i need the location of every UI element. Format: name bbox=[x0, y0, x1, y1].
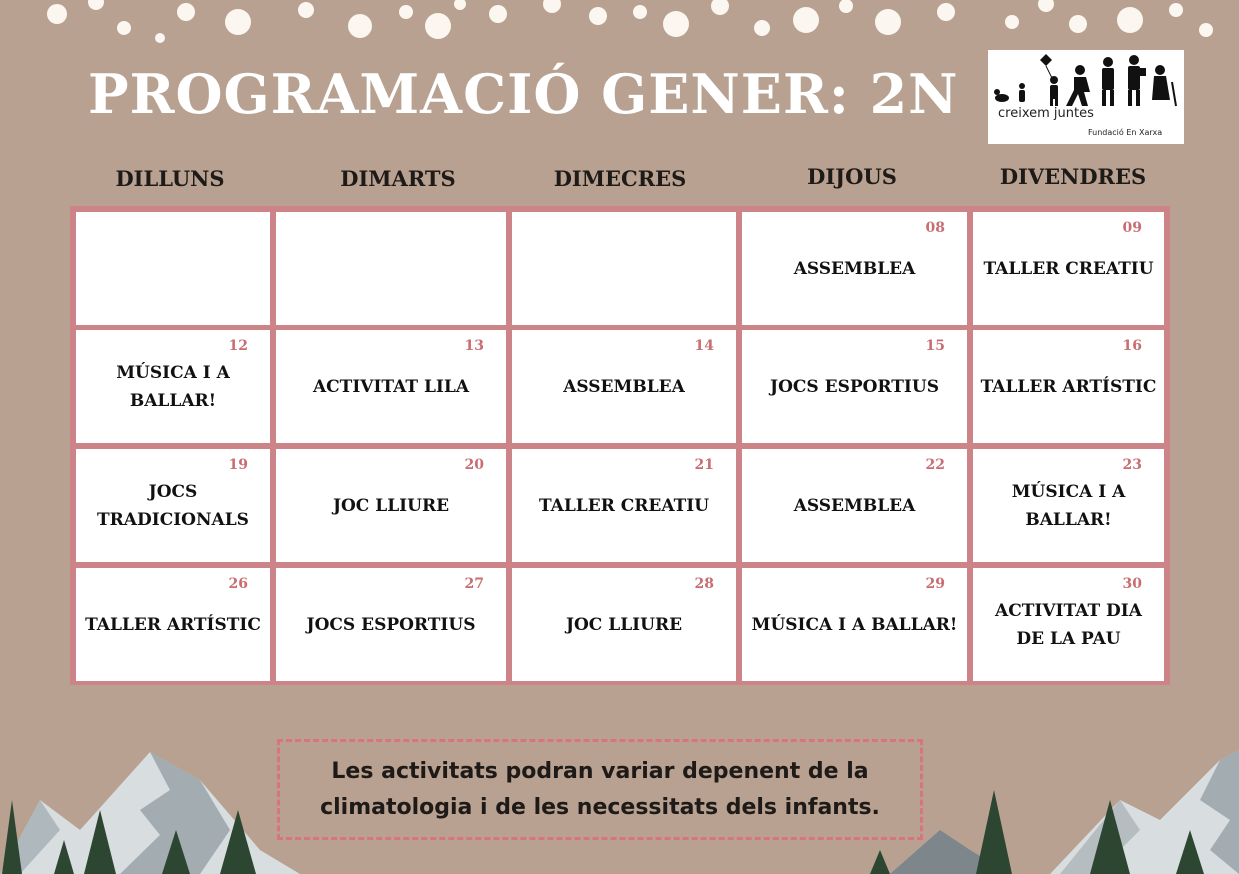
snow-dot bbox=[225, 9, 251, 35]
calendar-grid bbox=[70, 206, 1170, 685]
activity-label: ASSEMBLEA bbox=[793, 258, 916, 279]
snow-dot bbox=[663, 11, 689, 37]
weekday-thursday: DIJOUS bbox=[807, 164, 897, 189]
snow-dot bbox=[754, 20, 770, 36]
day-number: 19 bbox=[228, 457, 248, 473]
day-number: 12 bbox=[228, 338, 248, 354]
day-number: 27 bbox=[464, 576, 484, 592]
snow-dot bbox=[1069, 15, 1087, 33]
snow-dot bbox=[937, 3, 955, 21]
activity-label: TALLER ARTÍSTIC bbox=[85, 614, 261, 635]
calendar-day-cell bbox=[76, 449, 270, 562]
calendar-day-cell bbox=[512, 568, 736, 681]
day-number: 14 bbox=[694, 338, 714, 354]
snow-dot bbox=[1169, 3, 1183, 17]
snow-dot bbox=[117, 21, 131, 35]
snow-dot bbox=[589, 7, 607, 25]
calendar-day-cell bbox=[512, 330, 736, 443]
weekday-friday: DIVENDRES bbox=[999, 164, 1147, 189]
activity-label: MÚSICA I A BALLAR! bbox=[1011, 481, 1126, 530]
snow-dot bbox=[1005, 15, 1019, 29]
activity-label: JOCS ESPORTIUS bbox=[770, 376, 939, 397]
calendar-day-cell bbox=[742, 568, 967, 681]
day-number: 08 bbox=[925, 220, 945, 236]
calendar-day-cell bbox=[512, 212, 736, 325]
snow-dot bbox=[47, 4, 67, 24]
activity-label: ACTIVITAT LILA bbox=[312, 376, 470, 397]
calendar-day-cell bbox=[973, 212, 1164, 325]
activity-label: TALLER CREATIU bbox=[983, 258, 1154, 279]
snow-dot bbox=[88, 0, 104, 10]
snow-dot bbox=[425, 13, 451, 39]
day-number: 26 bbox=[228, 576, 248, 592]
activity-label: TALLER CREATIU bbox=[538, 495, 710, 516]
calendar-day-cell bbox=[276, 212, 506, 325]
activity-label: MÚSICA I A BALLAR! bbox=[116, 362, 230, 411]
day-number: 22 bbox=[925, 457, 945, 473]
calendar-day-cell bbox=[742, 330, 967, 443]
day-number: 20 bbox=[464, 457, 484, 473]
snow-dot bbox=[1199, 23, 1213, 37]
page-title: PROGRAMACIÓ GENER: 2N bbox=[88, 62, 959, 126]
snow-dot bbox=[155, 33, 165, 43]
logo-brand-text: creixem juntes bbox=[998, 106, 1094, 121]
calendar-day-cell bbox=[742, 449, 967, 562]
activity-label: ASSEMBLEA bbox=[793, 495, 916, 516]
calendar-day-cell bbox=[76, 330, 270, 443]
snow-dot bbox=[839, 0, 853, 13]
activity-label: ASSEMBLEA bbox=[563, 376, 685, 397]
calendar-day-cell bbox=[973, 568, 1164, 681]
day-number: 15 bbox=[925, 338, 945, 354]
snow-dot bbox=[454, 0, 466, 10]
activity-label: JOCS TRADICIONALS bbox=[97, 481, 249, 530]
activity-label: JOCS ESPORTIUS bbox=[306, 614, 476, 635]
disclaimer-note bbox=[277, 739, 923, 840]
calendar-day-cell bbox=[742, 212, 967, 325]
activity-label: JOC LLIURE bbox=[332, 495, 450, 516]
snow-dot bbox=[1117, 7, 1143, 33]
weekday-tuesday: DIMARTS bbox=[340, 166, 456, 191]
activity-label: TALLER ARTÍSTIC bbox=[980, 376, 1157, 397]
calendar-day-cell bbox=[276, 568, 506, 681]
note-line-1: Les activitats podran variar depenent de la bbox=[331, 758, 869, 784]
activity-label: JOC LLIURE bbox=[565, 614, 683, 635]
mountains-right-illustration bbox=[860, 740, 1239, 874]
day-number: 30 bbox=[1122, 576, 1142, 592]
day-number: 23 bbox=[1122, 457, 1142, 473]
snow-dot bbox=[543, 0, 561, 13]
calendar-day-cell bbox=[512, 449, 736, 562]
snow-dot bbox=[1038, 0, 1054, 12]
family-silhouette-icon bbox=[988, 50, 1184, 110]
day-number: 09 bbox=[1122, 220, 1142, 236]
note-line-2: climatologia i de les necessitats dels infants. bbox=[320, 794, 880, 820]
snow-dot bbox=[711, 0, 729, 15]
snow-dot bbox=[875, 9, 901, 35]
snow-dot bbox=[177, 3, 195, 21]
activity-label: ACTIVITAT DIA DE LA PAU bbox=[995, 600, 1142, 649]
snow-dot bbox=[633, 5, 647, 19]
calendar-day-cell bbox=[76, 212, 270, 325]
calendar-day-cell bbox=[973, 449, 1164, 562]
calendar-day-cell bbox=[76, 568, 270, 681]
calendar-day-cell bbox=[276, 449, 506, 562]
calendar-day-cell bbox=[276, 330, 506, 443]
snow-dot bbox=[348, 14, 372, 38]
snow-dot bbox=[399, 5, 413, 19]
snow-dot bbox=[793, 7, 819, 33]
day-number: 21 bbox=[694, 457, 714, 473]
mountains-left-illustration bbox=[0, 740, 300, 874]
logo-subtitle: Fundació En Xarxa bbox=[1088, 128, 1163, 137]
weekday-monday: DILLUNS bbox=[115, 166, 225, 191]
foundation-logo bbox=[988, 50, 1184, 144]
day-number: 28 bbox=[694, 576, 714, 592]
day-number: 13 bbox=[464, 338, 484, 354]
snow-dot bbox=[298, 2, 314, 18]
activity-label: MÚSICA I A BALLAR! bbox=[751, 614, 958, 635]
calendar-day-cell bbox=[973, 330, 1164, 443]
snow-dot bbox=[489, 5, 507, 23]
day-number: 16 bbox=[1122, 338, 1142, 354]
day-number: 29 bbox=[925, 576, 945, 592]
weekday-wednesday: DIMECRES bbox=[553, 166, 687, 191]
